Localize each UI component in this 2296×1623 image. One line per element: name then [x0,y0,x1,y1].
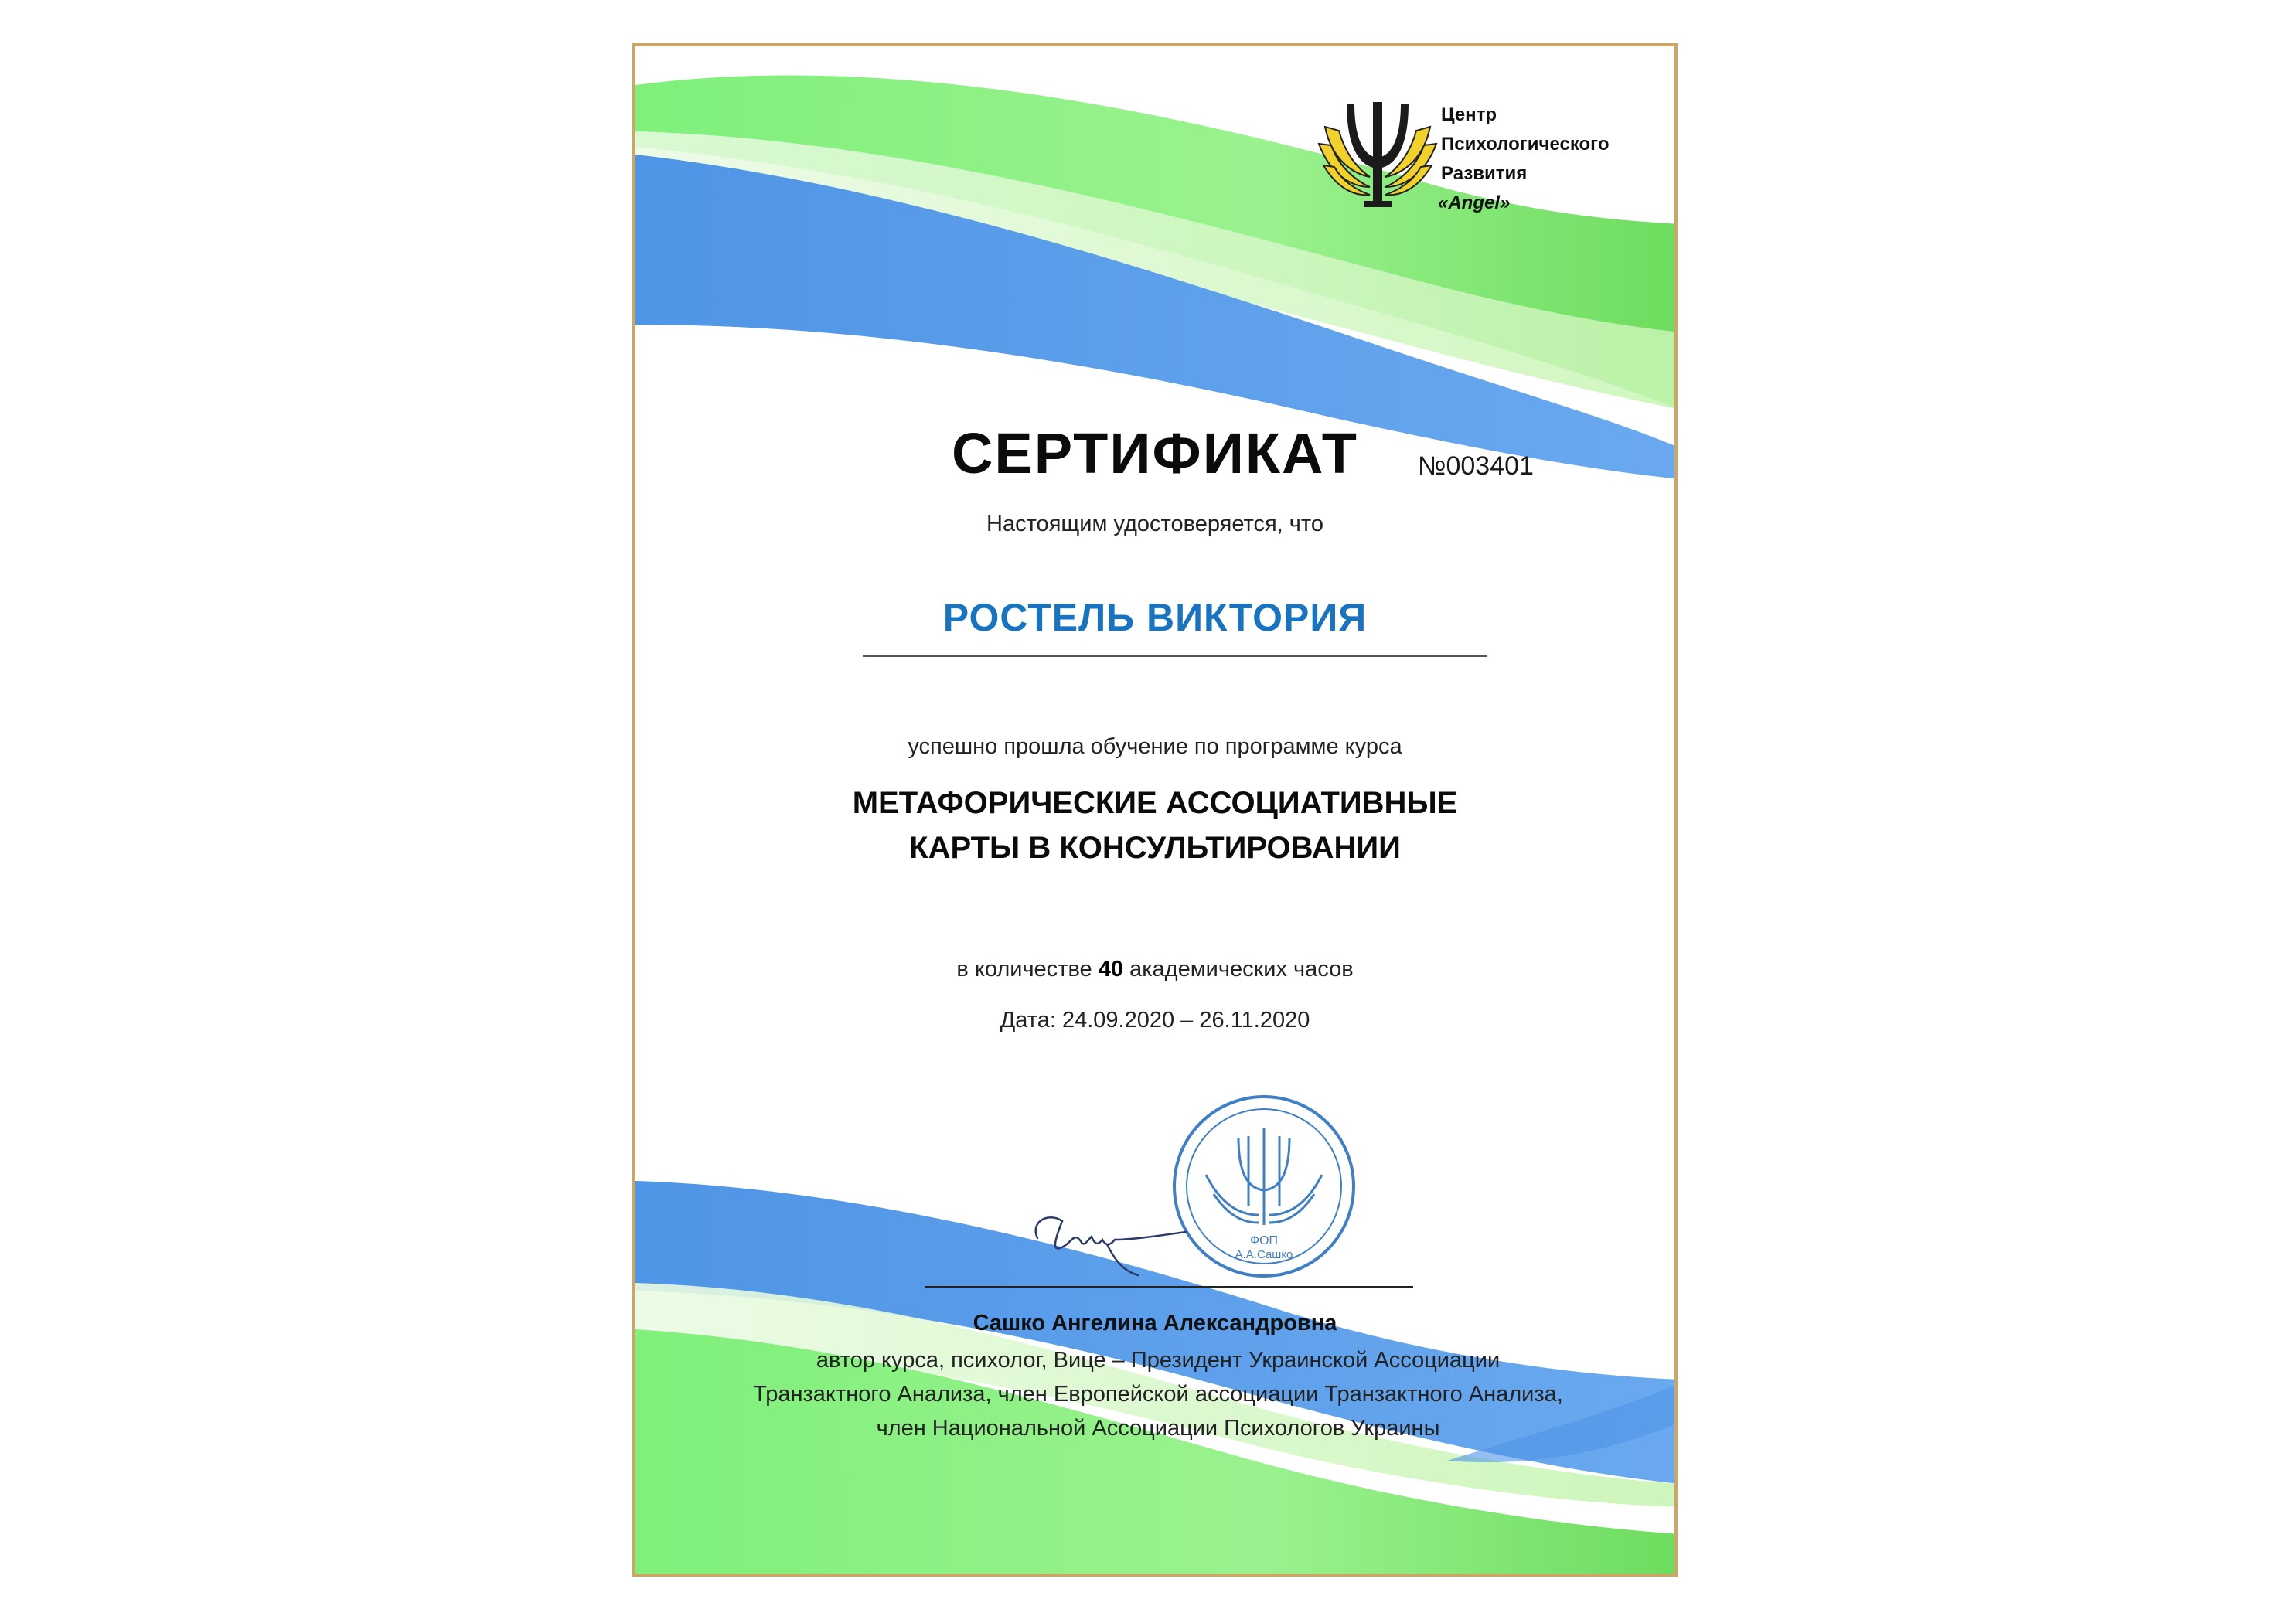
official-stamp [1167,1090,1361,1283]
signatory-description [666,1343,1650,1445]
stamp-text: ФОП [1249,1234,1279,1247]
signatory-desc-line: член Национальной Ассоциации Психологов Украины [876,1416,1440,1441]
course-dates: Дата: 24.09.2020 – 26.11.2020 [1000,1008,1310,1033]
course-title-line: КАРТЫ В КОНСУЛЬТИРОВАНИИ [909,831,1401,865]
logo-text [1438,100,1610,218]
recipient-underline [863,655,1487,657]
recipient-name: РОСТЕЛЬ ВИКТОРИЯ [942,596,1368,639]
certificate-title: СЕРТИФИКАТ [951,421,1359,485]
organization-logo [1316,96,1640,250]
signatory-desc-line: автор курса, психолог, Вице – Президент Украинской Ассоциации [816,1348,1501,1373]
signature-line [925,1286,1413,1288]
hours-value: 40 [1098,957,1124,982]
intro-text: Настоящим удостоверяется, что [986,512,1323,536]
signatory-name: Сашко Ангелина Александровна [973,1311,1337,1335]
psi-wings-icon [1316,96,1439,212]
stamp-text: А.А.Сашко [1235,1248,1293,1261]
signatory-desc-line: Транзактного Анализа, член Европейской ассоциации Транзактного Анализа, [753,1382,1563,1407]
hours-text [635,957,1674,982]
certificate-number: №003401 [1418,451,1534,481]
course-title [635,781,1674,870]
logo-line: Центр [1441,104,1497,125]
course-title-line: МЕТАФОРИЧЕСКИЕ АССОЦИАТИВНЫЕ [852,786,1458,820]
hours-prefix: в количестве [956,957,1092,982]
certificate [632,43,1678,1577]
logo-line: Психологического [1441,134,1610,155]
signature [1007,1190,1192,1291]
hours-suffix: академических часов [1129,957,1354,982]
logo-line: «Angel» [1438,192,1511,213]
completion-text: успешно прошла обучение по программе курса [908,734,1402,759]
logo-line: Развития [1441,163,1528,184]
